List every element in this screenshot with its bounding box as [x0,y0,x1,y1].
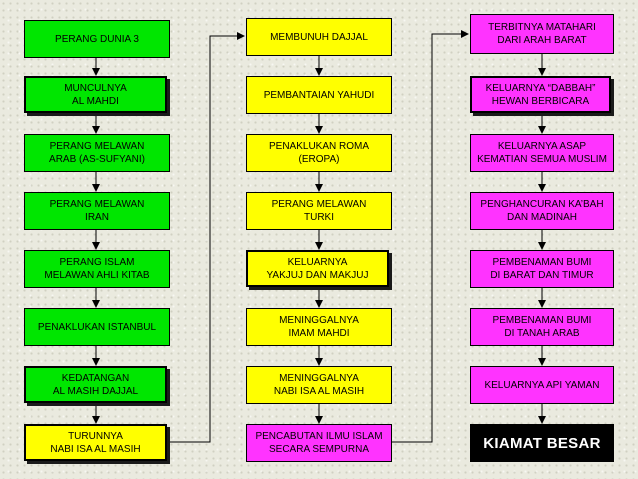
step-keluarnya-api-yaman: KELUARNYA API YAMAN [470,366,614,404]
step-penghancuran-kabah: PENGHANCURAN KA’BAH DAN MADINAH [470,192,614,230]
step-penaklukan-istanbul: PENAKLUKAN ISTANBUL [24,308,170,346]
step-perang-melawan-arab: PERANG MELAWAN ARAB (AS-SUFYANI) [24,134,170,172]
step-pembenaman-bumi-barat-timur: PEMBENAMAN BUMI DI BARAT DAN TIMUR [470,250,614,288]
step-meninggalnya-nabi-isa: MENINGGALNYA NABI ISA AL MASIH [246,366,392,404]
step-kedatangan-dajjal: KEDATANGAN AL MASIH DAJJAL [24,366,167,403]
step-perang-islam-ahli-kitab: PERANG ISLAM MELAWAN AHLI KITAB [24,250,170,288]
step-pembenaman-bumi-arab: PEMBENAMAN BUMI DI TANAH ARAB [470,308,614,346]
step-perang-dunia-3: PERANG DUNIA 3 [24,20,170,58]
step-membunuh-dajjal: MEMBUNUH DAJJAL [246,18,392,56]
step-keluarnya-dabbah: KELUARNYA “DABBAH” HEWAN BERBICARA [470,76,611,113]
step-turunnya-nabi-isa: TURUNNYA NABI ISA AL MASIH [24,424,167,461]
step-meninggalnya-imam-mahdi: MENINGGALNYA IMAM MAHDI [246,308,392,346]
arrow-col2-to-col3 [392,34,468,442]
step-penaklukan-roma: PENAKLUKAN ROMA (EROPA) [246,134,392,172]
step-pembantaian-yahudi: PEMBANTAIAN YAHUDI [246,76,392,114]
step-kiamat-besar: KIAMAT BESAR [470,424,614,462]
step-perang-melawan-turki: PERANG MELAWAN TURKI [246,192,392,230]
step-keluarnya-asap: KELUARNYA ASAP KEMATIAN SEMUA MUSLIM [470,134,614,172]
arrow-col1-to-col2 [170,36,244,442]
step-terbitnya-matahari-barat: TERBITNYA MATAHARI DARI ARAH BARAT [470,14,614,54]
step-yakjuj-makjuj: KELUARNYA YAKJUJ DAN MAKJUJ [246,250,389,287]
step-munculnya-al-mahdi: MUNCULNYA AL MAHDI [24,76,167,113]
step-perang-melawan-iran: PERANG MELAWAN IRAN [24,192,170,230]
step-pencabutan-ilmu-islam: PENCABUTAN ILMU ISLAM SECARA SEMPURNA [246,424,392,462]
